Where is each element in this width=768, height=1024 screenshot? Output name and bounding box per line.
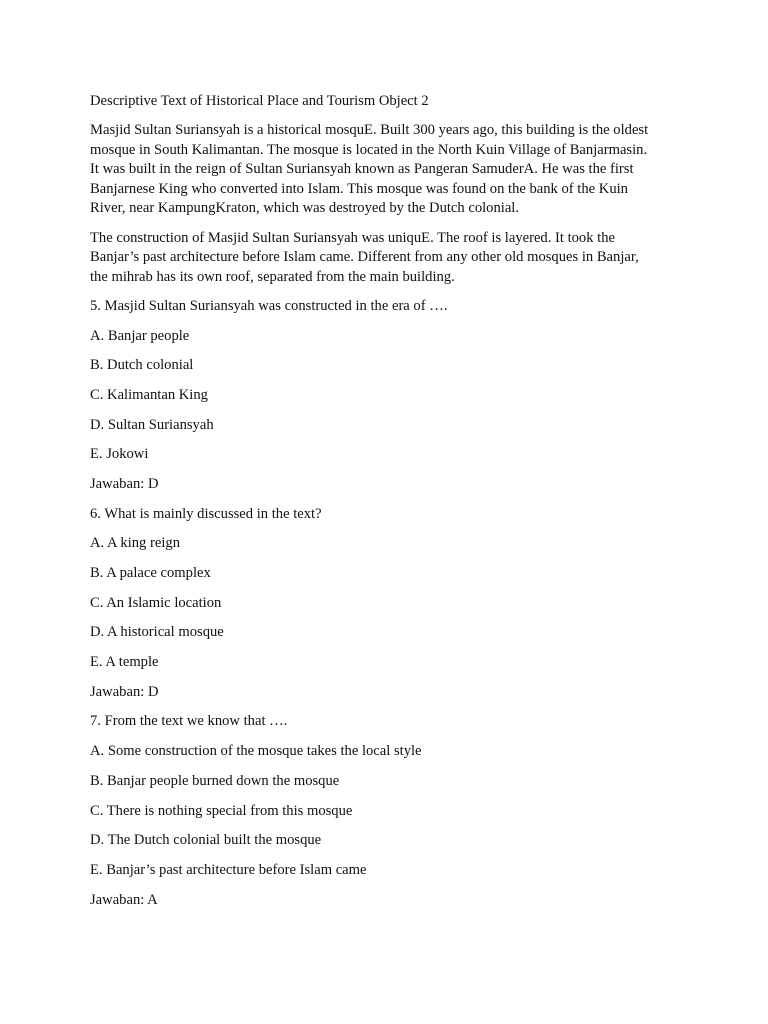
answer-key: Jawaban: A [90,891,158,908]
answer-option: A. A king reign [90,535,180,552]
answer-option: D. Sultan Suriansyah [90,416,214,433]
answer-option: D. The Dutch colonial built the mosque [90,832,322,849]
paragraph-2 [90,229,680,288]
answer-key: Jawaban: D [90,475,159,492]
answer-option: E. Banjar’s past architecture before Islam came [90,861,367,878]
answer-option: C. An Islamic location [90,594,222,611]
paragraph-line: River, near KampungKraton, which was destroyed by the Dutch colonial. [90,200,520,217]
answer-option: D. A historical mosque [90,624,224,641]
question-7 [90,712,680,910]
question-text: 5. Masjid Sultan Suriansyah was constructed in the era of …. [90,297,448,314]
answer-option: E. A temple [90,654,159,671]
paragraph-line: Masjid Sultan Suriansyah is a historical mosquE. Built 300 years ago, this building is the oldest [90,122,649,139]
answer-option: B. Dutch colonial [90,357,194,374]
question-text: 7. From the text we know that …. [90,713,288,730]
answer-option: B. A palace complex [90,565,211,582]
paragraph-line: It was built in the reign of Sultan Suriansyah known as Pangeran SamuderA. He was the first [90,161,634,178]
question-text: 6. What is mainly discussed in the text? [90,505,322,522]
paragraph-line: Banjar’s past architecture before Islam came. Different from any other old mosques in Banjar, [90,249,639,266]
answer-option: E. Jokowi [90,446,149,463]
paragraph-line: the mihrab has its own roof, separated from the main building. [90,268,455,285]
answer-option: C. There is nothing special from this mosque [90,802,353,819]
answer-option: C. Kalimantan King [90,386,208,403]
answer-option: A. Banjar people [90,327,190,344]
answer-option: B. Banjar people burned down the mosque [90,772,340,789]
document-page [90,92,680,920]
paragraph-line: mosque in South Kalimantan. The mosque is located in the North Kuin Village of Banjarmasin. [90,141,648,158]
question-6 [90,505,680,703]
question-5 [90,297,680,495]
answer-option: A. Some construction of the mosque takes the local style [90,743,422,760]
document-title: Descriptive Text of Historical Place and Tourism Object 2 [90,93,429,109]
paragraph-line: The construction of Masjid Sultan Suriansyah was uniquE. The roof is layered. It took the [90,229,616,246]
paragraph-1 [90,121,680,219]
answer-key: Jawaban: D [90,683,159,700]
paragraph-line: Banjarnese King who converted into Islam. This mosque was found on the bank of the Kuin [90,180,628,197]
